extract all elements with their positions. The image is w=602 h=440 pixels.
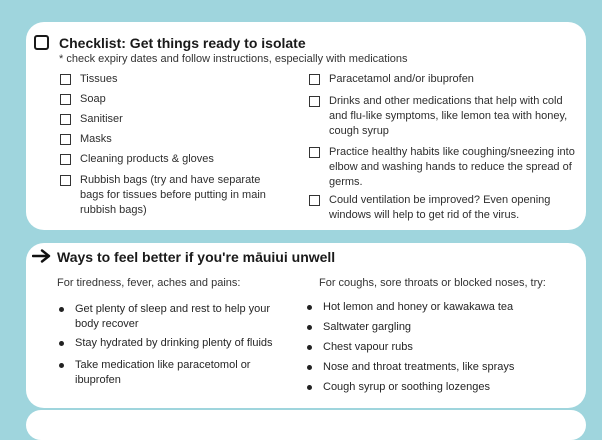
checklist-item[interactable] (309, 193, 577, 223)
list-item-text: Stay hydrated by drinking plenty of fluids (75, 337, 273, 349)
bullet-icon (59, 363, 64, 368)
ways-card (26, 243, 586, 408)
list-item-text: Chest vapour rubs (323, 341, 413, 353)
checkbox-icon[interactable] (309, 195, 320, 206)
checklist-item[interactable] (60, 132, 285, 147)
list-item-text: Get plenty of sleep and rest to help your body recover (75, 303, 271, 330)
bullet-icon (59, 341, 64, 346)
checklist-item-label: Paracetamol and/or ibuprofen (329, 73, 474, 85)
checklist-item[interactable] (60, 173, 272, 218)
next-section-card (26, 410, 586, 440)
checklist-item-label: Sanitiser (80, 113, 123, 125)
list-item (59, 336, 294, 351)
checkbox-icon[interactable] (60, 114, 71, 125)
checklist-subtitle: * check expiry dates and follow instructions, especially with medications (59, 53, 408, 65)
checklist-item[interactable] (309, 145, 577, 190)
checklist-item-label: Cleaning products & gloves (80, 153, 214, 165)
checklist-item-label: Could ventilation be improved? Even opening windows will help to get rid of the virus. (329, 194, 551, 221)
checklist-item[interactable] (60, 152, 285, 167)
bullet-icon (307, 325, 312, 330)
checklist-item-label: Rubbish bags (try and have separate bags for tissues before putting in main rubbish bags) (80, 174, 266, 216)
arrow-right-icon (32, 249, 52, 263)
checklist-item-label: Tissues (80, 73, 118, 85)
list-item (307, 380, 577, 395)
checklist-item-label: Practice healthy habits like coughing/sneezing into elbow and washing hands to reduce the spread of germs. (329, 146, 575, 188)
checkbox-icon[interactable] (60, 154, 71, 165)
bullet-icon (307, 305, 312, 310)
checkbox-icon[interactable] (60, 134, 71, 145)
list-item-text: Saltwater gargling (323, 321, 412, 333)
list-item (59, 302, 294, 332)
checklist-item-label: Soap (80, 93, 106, 105)
bullet-icon (307, 365, 312, 370)
checklist-card (26, 22, 586, 230)
list-item (59, 358, 274, 388)
list-item-text: Nose and throat treatments, like sprays (323, 361, 515, 373)
list-item (307, 340, 577, 355)
checkbox-icon[interactable] (309, 74, 320, 85)
list-item-text: Hot lemon and honey or kawakawa tea (323, 301, 514, 313)
checklist-title: Checklist: Get things ready to isolate (59, 35, 306, 51)
checklist-item[interactable] (60, 112, 285, 127)
checkbox-icon[interactable] (309, 147, 320, 158)
checklist-item-label: Drinks and other medications that help with cold and flu-like symptoms, like lemon tea with honey, cough syrup (329, 95, 568, 137)
bullet-icon (307, 345, 312, 350)
checkbox-icon[interactable] (60, 94, 71, 105)
checkbox-icon[interactable] (60, 175, 71, 186)
left-column-heading: For tiredness, fever, aches and pains: (57, 277, 241, 289)
checkbox-icon[interactable] (309, 96, 320, 107)
list-item (307, 300, 577, 315)
checklist-title-checkbox-icon[interactable] (34, 35, 49, 50)
checklist-item[interactable] (309, 72, 577, 87)
checkbox-icon[interactable] (60, 74, 71, 85)
right-column-heading: For coughs, sore throats or blocked noses, try: (319, 277, 546, 289)
list-item-text: Take medication like paracetomol or ibuprofen (75, 359, 251, 386)
checklist-item-label: Masks (80, 133, 112, 145)
list-item (307, 320, 577, 335)
list-item-text: Cough syrup or soothing lozenges (323, 381, 490, 393)
ways-title: Ways to feel better if you're māuiui unwell (57, 249, 336, 265)
checklist-item[interactable] (60, 72, 285, 87)
checklist-item[interactable] (309, 94, 577, 139)
list-item (307, 360, 577, 375)
bullet-icon (307, 385, 312, 390)
bullet-icon (59, 307, 64, 312)
checklist-item[interactable] (60, 92, 285, 107)
